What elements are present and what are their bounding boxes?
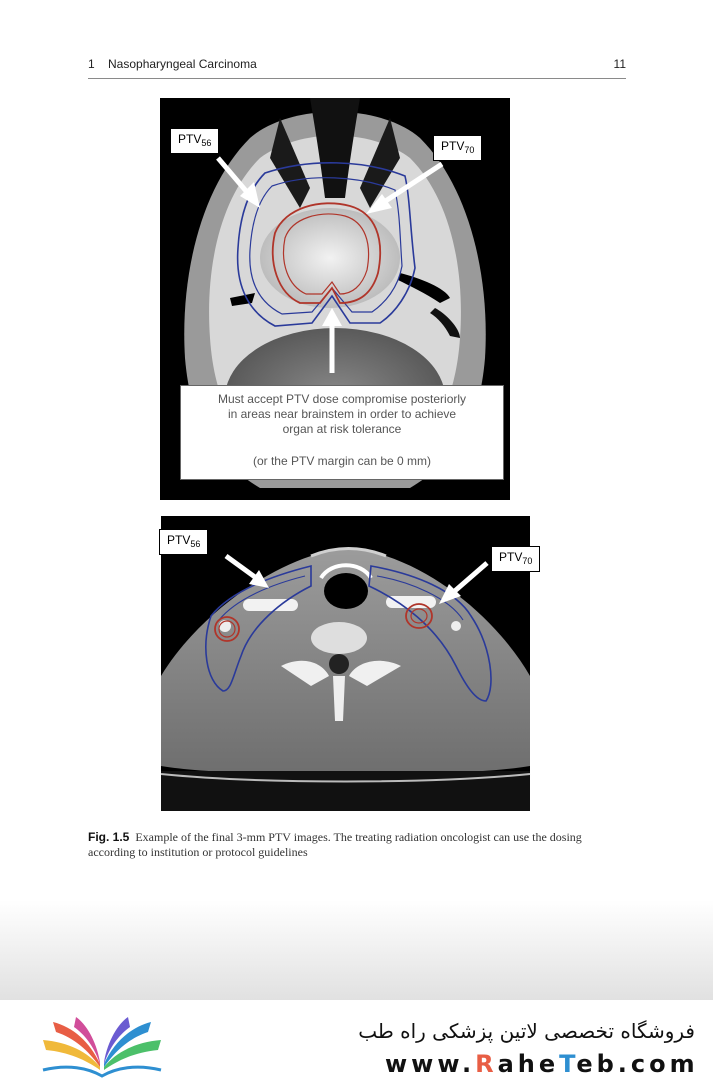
- chapter-title: Nasopharyngeal Carcinoma: [108, 57, 257, 71]
- ptv-label-subscript: 70: [522, 556, 533, 566]
- ptv-label-subscript: 56: [201, 138, 212, 148]
- ct-image-neck: [161, 516, 533, 811]
- ptv-label-subscript: 70: [464, 145, 475, 155]
- note-line: Must accept PTV dose compromise posteriorly: [217, 392, 467, 406]
- page-number: 11: [613, 57, 626, 71]
- book-logo-icon: [38, 1012, 168, 1082]
- ct-scan-graphic: [161, 516, 533, 811]
- ct-image-nasopharynx: [160, 98, 510, 500]
- note-line: in areas near brainstem in order to achieve: [227, 407, 457, 421]
- brand-persian-name: فروشگاه تخصصی لاتین پزشکی راه طب: [358, 1019, 695, 1043]
- ptv-label-text: PTV: [499, 550, 523, 564]
- figure-caption: [88, 830, 628, 860]
- ptv-label-subscript: 56: [190, 539, 201, 549]
- page-shadow: [0, 900, 713, 1000]
- note-line: organ at risk tolerance: [282, 422, 402, 436]
- url-part: R: [475, 1050, 498, 1078]
- note-line: (or the PTV margin can be 0 mm): [252, 454, 432, 468]
- ptv-label-text: PTV: [441, 139, 465, 153]
- url-part: www.: [385, 1050, 476, 1078]
- ptv56-label: [159, 529, 208, 555]
- ptv-label-text: PTV: [167, 533, 191, 547]
- ptv70-label: [433, 135, 482, 161]
- chapter-number: 1: [88, 57, 95, 71]
- brand-url[interactable]: [385, 1050, 699, 1078]
- figure-number: Fig. 1.5: [88, 830, 130, 844]
- ptv70-label: [491, 546, 540, 572]
- footer-banner: [0, 1000, 713, 1080]
- url-part: T: [559, 1050, 577, 1078]
- ptv56-label: [170, 128, 219, 154]
- running-header: [88, 54, 626, 79]
- url-part: eb.com: [576, 1050, 699, 1078]
- ptv-label-text: PTV: [178, 132, 202, 146]
- caption-text: Example of the final 3-mm PTV images. The treating radiation oncologist can use the dosing according to institution or protocol guidelines: [88, 830, 582, 859]
- url-part: ahe: [497, 1050, 560, 1078]
- dose-compromise-note: [180, 385, 504, 480]
